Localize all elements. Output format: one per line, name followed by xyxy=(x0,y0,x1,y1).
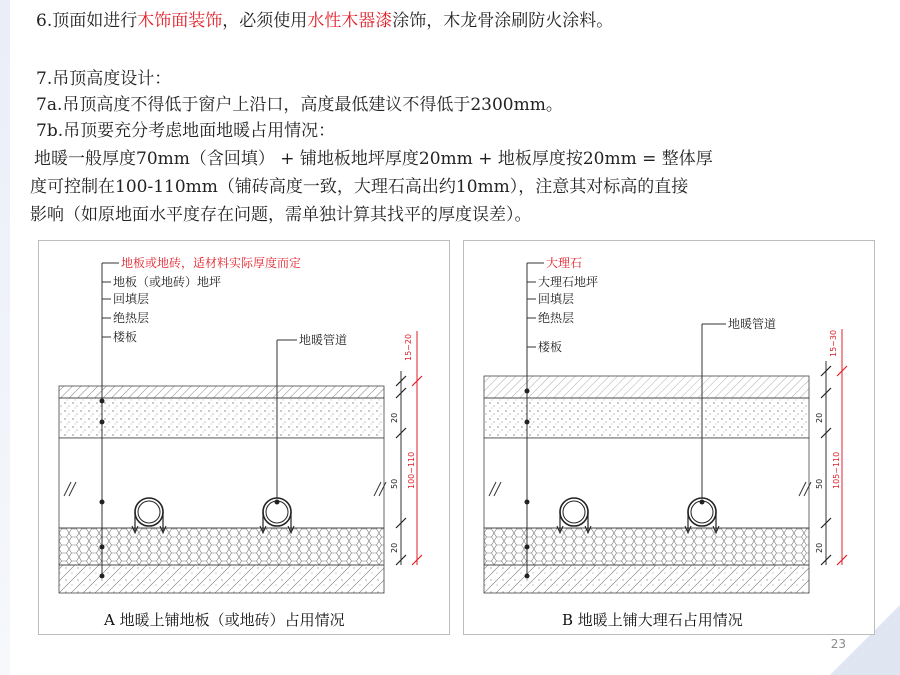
item-7-title: 7.吊顶高度设计： xyxy=(36,69,172,89)
backfill-layer xyxy=(59,438,384,528)
figure-a-label-insulation: 绝热层 xyxy=(113,311,150,325)
figure-a-floor-heating-wood xyxy=(38,240,450,635)
figure-a-dim-total: 100~110 xyxy=(407,451,416,489)
left-edge-decoration xyxy=(0,0,10,675)
figure-b-pipe-label: 地暖管道 xyxy=(728,317,777,331)
item-7b-text: 7b.吊顶要充分考虑地面地暖占用情况： xyxy=(36,121,336,141)
figure-a-dim-screed: 20 xyxy=(390,412,399,423)
slab-layer xyxy=(59,565,384,593)
item-6-red-wood-veneer: 木饰面装饰 xyxy=(137,11,223,31)
item-6-red-water-paint: 水性木器漆 xyxy=(307,11,393,31)
figure-b-caption: B 地暖上铺大理石占用情况 xyxy=(562,611,743,629)
item-7b-body-line-3: 影响（如原地面水平度存在问题，需单独计算其找平的厚度误差）。 xyxy=(30,205,532,225)
item-7b-body-line-2: 度可控制在100-110mm（铺砖高度一致，大理石高出约10mm），注意其对标高的直接 xyxy=(30,177,689,197)
figure-b-floor-heating-marble xyxy=(463,240,875,635)
figure-a-label-slab: 楼板 xyxy=(113,330,138,344)
marble-layer xyxy=(484,376,809,398)
figure-b-dim-insulation: 20 xyxy=(815,542,824,553)
item-6-text: 6.顶面如进行木饰面装饰，必须使用水性木器漆涂饰，木龙骨涂刷防火涂料。 xyxy=(36,11,614,31)
figure-b-dim-backfill: 50 xyxy=(815,478,824,489)
figure-a-caption: A 地暖上铺地板（或地砖）占用情况 xyxy=(104,611,345,629)
figure-a-label-backfill: 回填层 xyxy=(113,292,150,306)
figure-b-label-marble: 大理石 xyxy=(546,256,583,270)
item-7b-body-line-1: 地暖一般厚度70mm（含回填） + 铺地板地坪厚度20mm + 地板厚度按20mm = 整体厚 xyxy=(34,149,713,169)
figure-a-label-floor: 地板或地砖，适材料实际厚度而定 xyxy=(121,256,302,270)
insulation-layer-b xyxy=(484,528,809,565)
figure-a-dim-insulation: 20 xyxy=(390,542,399,553)
figure-a-pipe-label: 地暖管道 xyxy=(299,333,348,347)
figure-b-label-insulation: 绝热层 xyxy=(538,311,575,325)
figure-a-dim-backfill: 50 xyxy=(390,478,399,489)
figure-b-dim-marble: 15~30 xyxy=(829,329,838,357)
slab-layer-b xyxy=(484,565,809,593)
screed-layer xyxy=(59,398,384,438)
figure-a-dim-floor: 15~20 xyxy=(404,333,413,361)
wood-floor-layer xyxy=(59,386,384,398)
figure-b-label-slab: 楼板 xyxy=(538,340,563,354)
figure-b-dim-screed: 20 xyxy=(815,412,824,423)
figure-b-label-backfill: 回填层 xyxy=(538,292,575,306)
figure-a-drawing xyxy=(39,241,449,634)
page-number: 23 xyxy=(830,637,846,651)
screed-layer-b xyxy=(484,398,809,438)
insulation-layer xyxy=(59,528,384,565)
figure-b-dim-total: 105~110 xyxy=(832,451,841,489)
backfill-layer-b xyxy=(484,438,809,528)
figure-b-drawing xyxy=(464,241,874,634)
figure-a-label-screed: 地板（或地砖）地坪 xyxy=(113,275,222,289)
figure-b-label-screed: 大理石地坪 xyxy=(538,275,599,289)
item-7a-text: 7a.吊顶高度不得低于窗户上沿口，高度最低建议不得低于2300mm。 xyxy=(36,95,563,115)
